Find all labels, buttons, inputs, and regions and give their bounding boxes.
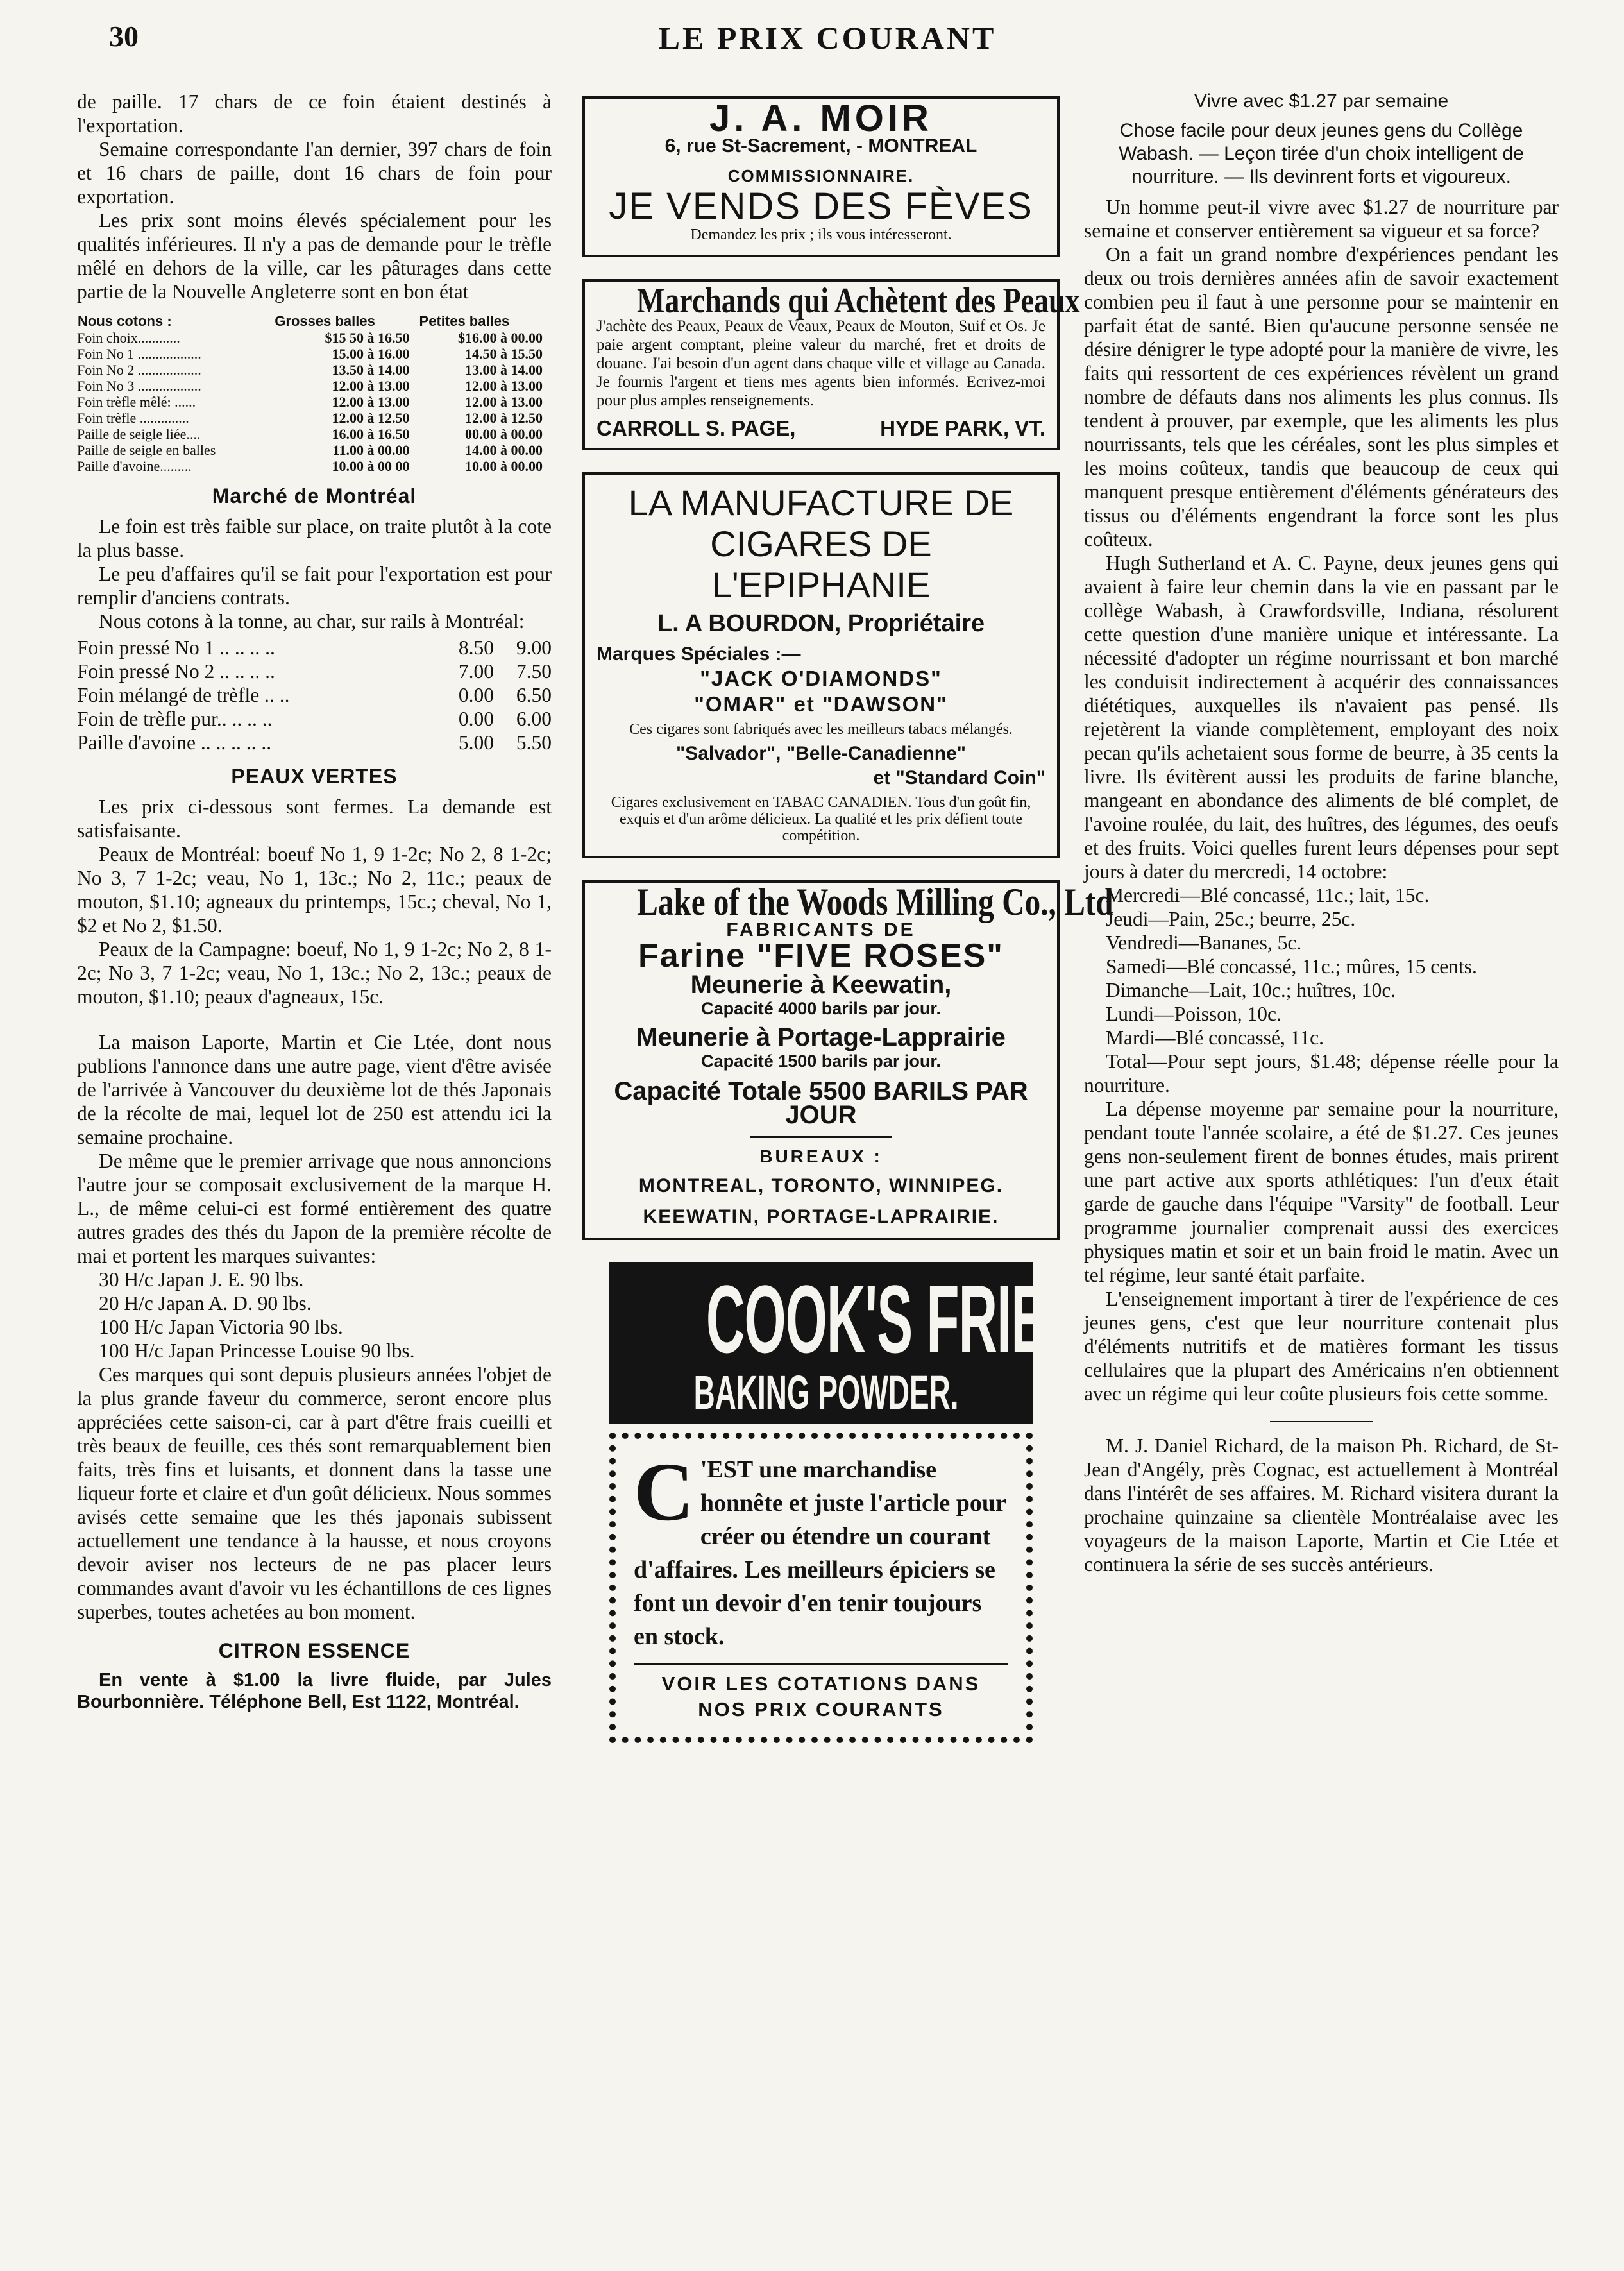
peaux-ad-title: Marchands qui Achètent des Peaux [637,281,1080,321]
article-para-4: Total—Pour sept jours, $1.48; dépense réelle pour la nourriture. [1084,1050,1559,1096]
peaux-ad-place: HYDE PARK, VT. [880,416,1045,440]
lakewoods-ad-fab: FABRICANTS DE [726,919,916,940]
ton-high: 6.50 [516,684,552,706]
lakewoods-ad-cap-1: Capacité 4000 barils par jour. [701,999,941,1018]
price-small: 12.00 à 12.50 [465,410,543,426]
list-item: 20 H/c Japan A. D. 90 lbs. [99,1292,312,1314]
list-item: Mardi—Blé concassé, 11c. [1106,1026,1324,1049]
cooks-friend-text-block [634,1446,1008,1653]
cigares-brand-3: "Salvador", "Belle-Canadienne" [675,743,967,764]
price-item: Foin No 1 .................. [77,346,201,362]
price-item: Paille de seigle liée.... [77,426,201,442]
table-row [77,394,552,410]
marche-para-3: Nous cotons à la tonne, au char, sur rails à Montréal: [99,610,525,633]
price-small: 00.00 à 00.00 [465,426,543,442]
price-item: Foin choix............ [77,330,180,346]
lakewoods-ad-cap-2: Capacité 1500 barils par jour. [701,1051,941,1071]
price-small: 14.50 à 15.50 [465,346,543,362]
price-large: $15 50 à 16.50 [325,330,410,346]
price-item: Foin No 2 .................. [77,362,201,378]
article-title: Vivre avec $1.27 par semaine [1194,90,1449,112]
peaux-ad-name: CARROLL S. PAGE, [596,416,796,440]
article-divider [1270,1421,1373,1422]
price-small: 13.00 à 14.00 [465,362,543,378]
moir-role: COMMISSIONNAIRE. [727,166,915,185]
marche-heading: Marché de Montréal [212,484,417,507]
cooks-friend-subtitle: BAKING POWDER. [693,1366,959,1419]
peaux-ad-signature [596,416,1045,440]
peaux-heading: PEAUX VERTES [231,765,398,788]
cigares-ad [582,472,1060,858]
list-item: Vendredi—Bananes, 5c. [1106,931,1302,954]
ton-item: Foin pressé No 2 .. .. .. .. [77,660,275,683]
moir-address: 6, rue St-Sacrement, - MONTREAL [664,135,977,157]
price-item: Foin trèfle mêlé: ...... [77,394,196,410]
ton-low: 0.00 [458,684,494,706]
cooks-friend-banner [609,1262,1123,1424]
price-large: 16.00 à 16.50 [332,426,410,442]
cooks-friend-foot-2: NOS PRIX COURANTS [698,1698,944,1721]
table-row [77,636,552,659]
table-row [77,362,552,378]
laporte-para-2: De même que le premier arrivage que nous annoncions l'autre jour se composait exclusivement de la marque H. L., de même celui-ci est formé entièrement des quatre autres grades des thés du Japon de la première récolte de mai et portent les marques suivantes: [77,1150,552,1267]
table-row [77,659,552,683]
cooks-friend-foot-1: VOIR LES COTATIONS DANS [661,1672,981,1695]
peaux-para-2: Peaux de Montréal: boeuf No 1, 9 1-2c; No 2, 8 1-2c; No 3, 7 1-2c; veau, No 1, 13c.; No 2, 11c.; peaux de mouton, $1.10; agneaux du printemps, 15c.; cheval, No 1, $2 et No 2, $1.50. [77,843,552,937]
price-large: 12.00 à 13.00 [332,394,410,410]
price-small: 14.00 à 00.00 [465,442,543,458]
table-row [77,410,552,426]
list-item: 100 H/c Japan Victoria 90 lbs. [99,1316,343,1338]
price-header-large: Grosses balles [275,313,375,329]
ton-low: 7.00 [458,660,494,683]
intro-para-1: de paille. 17 chars de ce foin étaient destinés à l'exportation. [77,90,552,137]
laporte-para-1: La maison Laporte, Martin et Cie Ltée, dont nous publions l'annonce dans une autre page, vient d'être avisée de l'arrivée à Vancouver du deuxième lot de thés Japonais de la récolte de mai, lequel lot de 250 est attendu ici la semaine prochaine. [77,1031,552,1148]
cigares-ad-body-2: Cigares exclusivement en TABAC CANADIEN. Tous d'un goût fin, exquis et d'un arôme délicieux. La qualité et les prix défient toute compétition. [611,794,1031,844]
price-item: Paille d'avoine......... [77,458,192,474]
moir-ad [582,96,1060,257]
peaux-ad-body: J'achète des Peaux, Peaux de Veaux, Peaux de Mouton, Suif et Os. Je paie argent comptant, pleine valeur du marché, fret et droits de douane. J'ai besoin d'un agent dans chaque ville et village au Canada. Je fournis l'argent et tiens mes agents bien informés. Ecrivez-moi pour plus amples renseignements. [596,318,1045,409]
price-small: 12.00 à 13.00 [465,378,543,394]
price-large: 12.00 à 13.00 [332,378,410,394]
citron-text: En vente à $1.00 la livre fluide, par Jules Bourbonnière. Téléphone Bell, Est 1122, Montréal. [77,1670,552,1712]
cigares-ad-title: LA MANUFACTURE DE CIGARES DE L'EPIPHANIE [628,482,1014,605]
lakewoods-ad-bureaux: BUREAUX : [759,1146,883,1166]
article-para-6: L'enseignement important à tirer de l'expérience de ces jeunes gens, c'est que leur nourriture contenait plus d'éléments nutritifs et de matières formant les tissus cellulaires que la plupart des Américains n'en obtiennent avec un régime qui leur coûte plusieurs fois cette somme. [1084,1288,1559,1405]
ton-item: Foin pressé No 1 .. .. .. .. [77,636,275,659]
expense-list [1084,883,1559,1050]
cooks-friend-ad [609,1262,1123,1743]
cooks-friend-title: COOK'S FRIEND [706,1265,1123,1373]
page-number: 30 [109,20,139,53]
ton-price-table [77,636,552,754]
ton-high: 7.50 [516,660,552,683]
ads-column [577,96,1123,1743]
article-para-2: On a fait un grand nombre d'expériences pendant les deux ou trois dernières années afin de savoir exactement combien peu il faut à une personne pour se maintenir en parfait état de santé. Bien qu'aucune personne sensée ne désire dénigrer le type adopté pour la manière de vivre, les faits qui ressortent de ces expériences révèlent un grand nombre de défauts dans nos aliments les plus connus. Ils tendent à prouver, par exemple, que les aliments les plus nourrissants, tels que les céréales, sont les plus simples et les moins coûteux, tandis que beaucoup de ceux qui manquent presque entièrement d'éléments générateurs des tissus ou d'éléments engendrant la force sont les plus coûteux. [1084,243,1559,550]
table-row [77,683,552,707]
cooks-friend-box [609,1433,1033,1743]
tea-para: Ces marques qui sont depuis plusieurs années l'objet de la plus grande faveur du commerce, seront encore plus appréciées cette saison-ci, car à part d'être frais cueilli et très beaux de feuille, ces thés sont remarquablement bien faits, très fins et luisants, et donnent dans la tasse une liqueur forte et claire et d'un goût délicieux. Nous sommes avisés cette semaine que les thés japonais subissent actuellement une tendance à la hausse, et nous croyons devoir aviser nos lecteurs de ne pas placer leurs commandes avant d'avoir vu les échantillons de ces lignes superbes, toutes achetées au bon moment. [77,1363,552,1623]
table-row [77,731,552,754]
table-row [77,330,552,346]
intro-para-3: Les prix sont moins élevés spécialement pour les qualités inférieures. Il n'y a pas de demande pour le trèfle mêlé en dehors de la ville, car les pâturages dans cette partie de la Nouvelle Angleterre sont en bon état [77,209,552,303]
right-column [1084,90,1559,1576]
ton-high: 6.00 [516,708,552,730]
table-row [77,442,552,458]
lakewoods-ad-farine: Farine "FIVE ROSES" [638,937,1004,974]
price-small: 10.00 à 00.00 [465,458,543,474]
cigares-ad-body-1: Ces cigares sont fabriqués avec les meilleurs tabacs mélangés. [629,721,1013,738]
cigares-brand-4: et "Standard Coin" [873,767,1045,788]
table-row [77,426,552,442]
moir-name: J. A. MOIR [709,98,933,139]
list-item: Jeudi—Pain, 25c.; beurre, 25c. [1106,908,1356,930]
peaux-para-3: Peaux de la Campagne: boeuf, No 1, 9 1-2c; No 2, 8 1-2c; No 3, 7 1-2c; veau, No 1, 13c.; No 2, 13c.; peaux de mouton, $1.10; peaux d'agneaux, 15c. [77,938,552,1008]
price-large: 13.50 à 14.00 [332,362,410,378]
article-para-1: Un homme peut-il vivre avec $1.27 de nourriture par semaine et conserver entièrement sa vigueur et sa force? [1084,196,1559,242]
price-small: $16.00 à 00.00 [458,330,543,346]
intro-para-2: Semaine correspondante l'an dernier, 397 chars de foin et 16 chars de paille, dont 16 chars de foin pour exportation. [77,138,552,208]
moir-note: Demandez les prix ; ils vous intéresseront. [690,226,952,243]
price-small: 12.00 à 13.00 [465,394,543,410]
article-para-3: Hugh Sutherland et A. C. Payne, deux jeunes gens qui avaient à faire leur chemin dans la vie en passant par le collège Wabash, à Crawfordsville, Indiana, résolurent cette question d'une manière unique et intéressante. La nécessité d'adopter un régime nourrissant et bon marché les conduisit indirectement à acquérir des connaissances diététiques, auxquelles ils n'avaient pas pensé. Ils rejetèrent la viande complètement, employant des noix pecan qu'ils achetaient sous forme de beurre, à 35 cents la livre. Ils évitèrent aussi les produits de farine blanche, mangeant en abondance des aliments de blé complet, de l'avoine roulée, du lait, des huîtres, des légumes, des oeufs et des fruits. Voici quelles furent leurs dépenses pour sept jours à dater du mercredi, 14 octobre: [1084,552,1559,883]
cigares-ad-owner: L. A BOURDON, Propriétaire [657,610,985,637]
publication-title: LE PRIX COURANT [658,20,997,56]
article-para-5: La dépense moyenne par semaine pour la nourriture, pendant toute l'année scolaire, a été de $1.27. Ces jeunes gens non-seulement firent de bonnes études, mais prirent une part active aux sports athlétiques: l'un d'eux était garde de gauche dans l'équipe "Varsity" de football. Leur programme journalier comprenait aussi des exercices physiques matin et soir et un bain froid le matin. Avec un tel régime, leur santé était parfaite. [1084,1098,1559,1286]
ton-low: 0.00 [458,708,494,730]
table-row [77,378,552,394]
price-large: 11.00 à 00.00 [332,442,410,458]
peaux-para-1: Les prix ci-dessous sont fermes. La demande est satisfaisante. [77,795,552,842]
list-item: Lundi—Poisson, 10c. [1106,1003,1281,1025]
list-item: Dimanche—Lait, 10c.; huîtres, 10c. [1106,979,1396,1001]
ton-item: Paille d'avoine .. .. .. .. .. [77,731,272,754]
lakewoods-ad [582,880,1113,1240]
price-large: 12.00 à 12.50 [332,410,410,426]
table-row [77,458,552,474]
moir-slogan: JE VENDS DES FÈVES [609,185,1033,227]
lakewoods-divider [750,1136,892,1138]
price-large: 10.00 à 00 00 [332,458,410,474]
lakewoods-ad-total: Capacité Totale 5500 BARILS PAR JOUR [614,1077,1028,1129]
price-header-label: Nous cotons : [78,313,172,329]
left-column [77,90,552,1713]
price-item: Foin trèfle .............. [77,410,189,426]
hay-price-table [77,312,552,474]
lakewoods-ad-cities-2: KEEWATIN, PORTAGE-LAPRAIRIE. [643,1206,999,1227]
price-large: 15.00 à 16.00 [332,346,410,362]
lakewoods-ad-mill-1: Meunerie à Keewatin, [690,971,952,999]
ton-high: 5.50 [516,731,552,754]
price-item: Paille de seigle en balles [77,442,216,458]
list-item: 100 H/c Japan Princesse Louise 90 lbs. [99,1340,415,1362]
price-header-small: Petites balles [419,313,510,329]
cooks-friend-text: 'EST une marchandise honnête et juste l'article pour créer ou étendre un courant d'affaires. Les meilleurs épiciers se font un devoir d'en tenir toujours en stock. [634,1456,1006,1650]
lakewoods-ad-mill-2: Meunerie à Portage-Lapprairie [636,1023,1006,1051]
list-item: Mercredi—Blé concassé, 11c.; lait, 15c. [1106,884,1430,906]
marche-para-2: Le peu d'affaires qu'il se fait pour l'exportation est pour remplir d'anciens contrats. [77,563,552,609]
list-item: 30 H/c Japan J. E. 90 lbs. [99,1268,304,1291]
peaux-ad [582,279,1080,450]
citron-heading: CITRON ESSENCE [218,1639,410,1662]
cigares-brand-1: "JACK O'DIAMONDS" [700,667,942,690]
cooks-friend-dropcap: C [634,1446,694,1538]
ton-item: Foin de trèfle pur.. .. .. .. [77,708,273,730]
list-item: Samedi—Blé concassé, 11c.; mûres, 15 cents. [1106,955,1477,978]
ton-item: Foin mélangé de trèfle .. .. [77,684,290,706]
table-row [77,346,552,362]
lakewoods-ad-cities-1: MONTREAL, TORONTO, WINNIPEG. [638,1175,1004,1196]
richard-para: M. J. Daniel Richard, de la maison Ph. Richard, de St-Jean d'Angély, près Cognac, est actuellement à Montréal dans l'intérêt de ses affaires. M. Richard visitera durant la prochaine quinzaine sa clientèle Montréalaise avec les voyageurs de la maison Laporte, Martin et Cie Ltée et continuera la série de ses succès antérieurs. [1084,1434,1559,1576]
cigares-ad-marques: Marques Spéciales :— [596,643,801,665]
price-item: Foin No 3 .................. [77,378,201,394]
ton-high: 9.00 [516,636,552,659]
page-header [109,19,1546,64]
table-row [77,707,552,731]
cooks-friend-divider [634,1663,1008,1665]
ton-low: 5.00 [458,731,494,754]
article-subtitle: Chose facile pour deux jeunes gens du Collège Wabash. — Leçon tirée d'un choix intelligent de nourriture. — Ils devinrent forts et vigoureux. [1119,120,1524,187]
lakewoods-ad-title: Lake of the Woods Milling Co., Ltd [637,881,1113,923]
ton-low: 8.50 [458,636,494,659]
cigares-brand-2: "OMAR" et "DAWSON" [694,692,948,716]
tea-list [77,1268,552,1363]
marche-para-1: Le foin est très faible sur place, on traite plutôt à la cote la plus basse. [77,515,552,561]
